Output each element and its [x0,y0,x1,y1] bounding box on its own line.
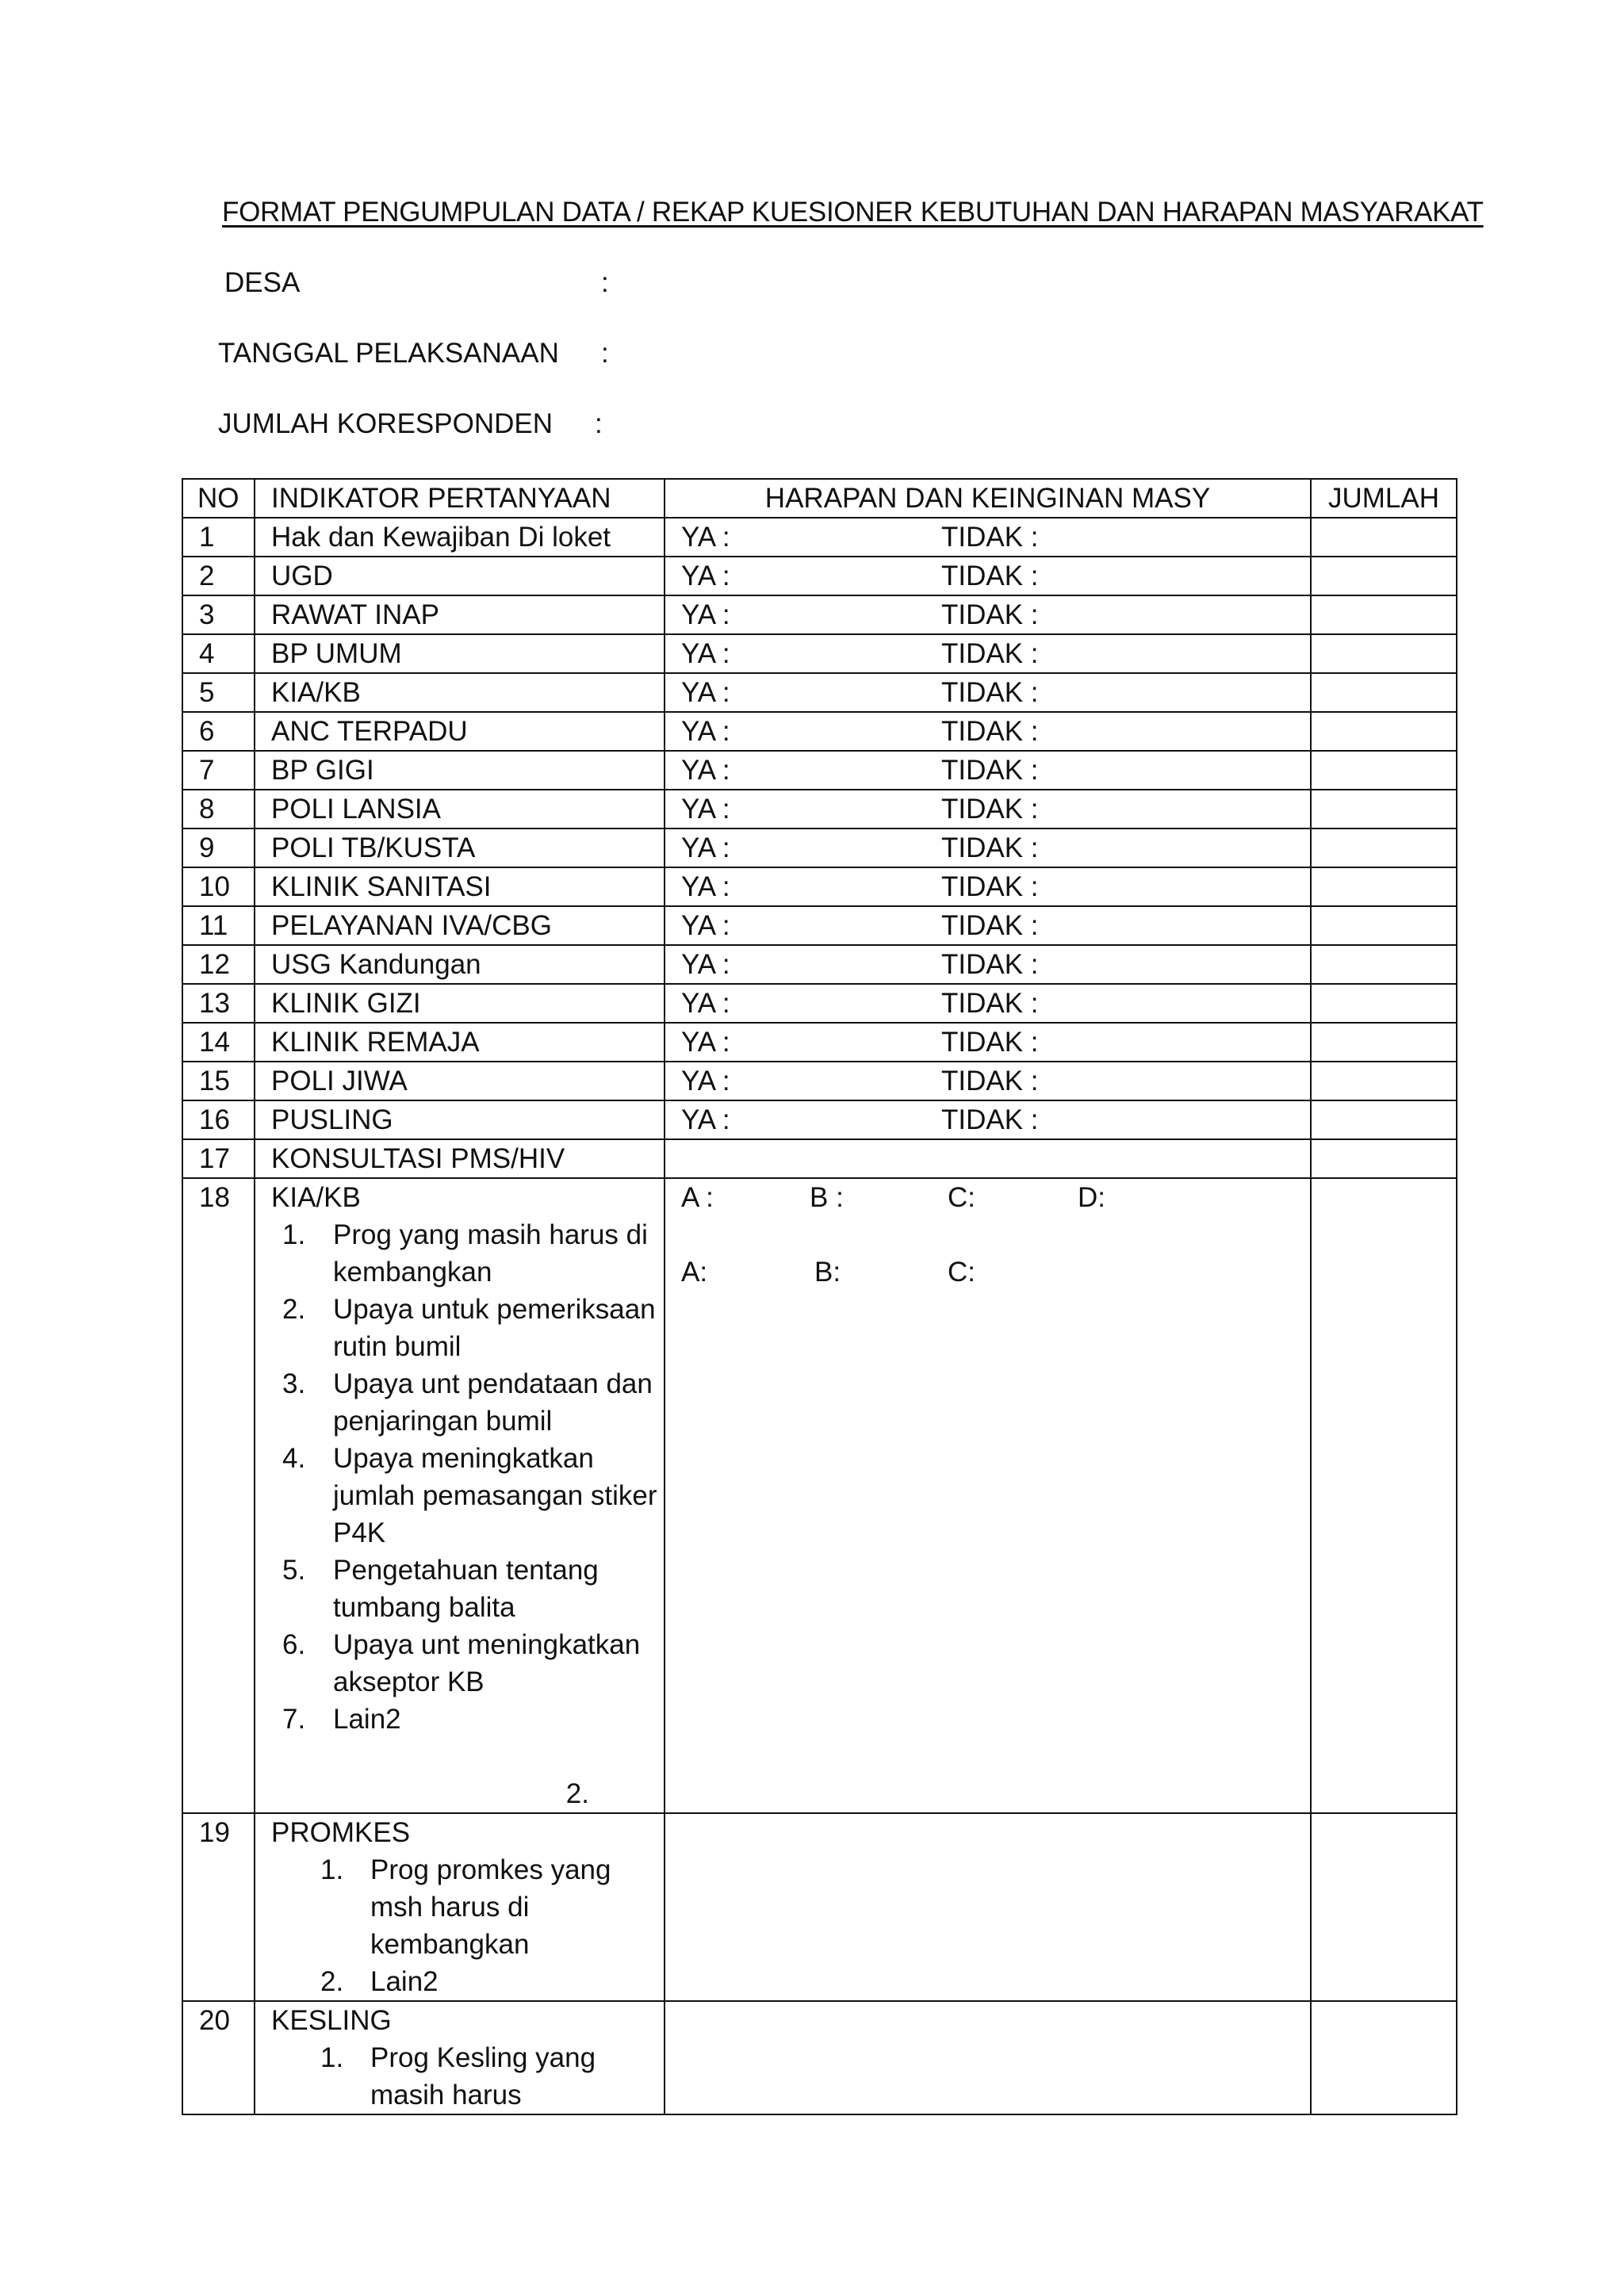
row-indicator: RAWAT INAP [255,595,665,634]
row-harapan-cell [665,751,1311,790]
row-jumlah-cell [1311,828,1457,867]
tidak-label: TIDAK : [941,716,1039,747]
table-row [182,1062,1457,1100]
row-jumlah-cell [1311,790,1457,828]
ya-label: YA : [681,638,730,669]
row-no: 1 [182,518,255,557]
row-jumlah-cell [1311,712,1457,751]
tidak-label: TIDAK : [941,988,1039,1019]
list-item-text: Upaya unt pendataan dan penjaringan bumil [333,1368,653,1437]
tidak-label: TIDAK : [941,1027,1039,1058]
row-harapan-cell [665,673,1311,712]
tidak-label: TIDAK : [941,910,1039,941]
table-row [182,1100,1457,1139]
list-item [271,1440,664,1552]
ya-label: YA : [681,1104,730,1135]
row-indicator: KESLING [271,2005,392,2036]
row-jumlah-cell [1311,945,1457,984]
row-no: 10 [182,867,255,906]
row-jumlah-cell [1311,673,1457,712]
options-line-1 [681,1179,1310,1216]
row-harapan-cell [665,2001,1311,2114]
row-indicator: KONSULTASI PMS/HIV [255,1139,665,1178]
row-jumlah-cell [1311,1062,1457,1100]
table-row [182,1139,1457,1178]
row-indicator: KLINIK REMAJA [255,1023,665,1062]
header-indikator: INDIKATOR PERTANYAAN [255,479,665,518]
ya-label: YA : [681,599,730,630]
row-jumlah-cell [1311,906,1457,945]
row-no: 19 [182,1813,255,2001]
table-header-row [182,479,1457,518]
list-item [271,1701,664,1738]
row-jumlah-cell [1311,1023,1457,1062]
row-jumlah-cell [1311,1813,1457,2001]
list-item [271,1552,664,1626]
tidak-label: TIDAK : [941,1066,1039,1096]
field-label: JUMLAH KORESPONDEN [218,408,553,439]
row-harapan-cell [665,984,1311,1023]
row-jumlah-cell [1311,2001,1457,2114]
row-harapan-cell [665,712,1311,751]
list-item-number: 6. [282,1629,306,1660]
row-harapan-cell [665,867,1311,906]
row-no: 18 [182,1178,255,1813]
row-no: 14 [182,1023,255,1062]
option-a: A : [681,1182,714,1213]
tidak-label: TIDAK : [941,638,1039,669]
list-item [271,2039,664,2114]
row-harapan-cell [665,595,1311,634]
list-item-text: Prog Kesling yang masih harus [370,2042,596,2110]
table-row [182,595,1457,634]
table-row [182,634,1457,673]
table-row [182,906,1457,945]
row-harapan-cell [665,1178,1311,1813]
row-jumlah-cell [1311,557,1457,595]
list-item [271,1626,664,1701]
field-colon: : [601,267,609,298]
row-indicator: POLI JIWA [255,1062,665,1100]
row-indicator-cell [255,2001,665,2114]
tidak-label: TIDAK : [941,871,1039,902]
field-jumlah-koresponden [218,408,603,440]
tidak-label: TIDAK : [941,755,1039,786]
table-row [182,673,1457,712]
row-jumlah-cell [1311,1139,1457,1178]
document-title: FORMAT PENGUMPULAN DATA / REKAP KUESIONER KEBUTUHAN DAN HARAPAN MASYARAKAT [222,197,1484,228]
option-b: B: [814,1257,841,1288]
row-harapan-cell [665,557,1311,595]
table-row [182,1178,1457,1813]
field-label: DESA [224,267,301,298]
row-no: 11 [182,906,255,945]
ya-label: YA : [681,794,730,825]
table-row [182,1023,1457,1062]
header-no: NO [182,479,255,518]
extra-number: 2. [565,1778,589,1809]
list-item-number: 1. [320,1854,344,1885]
table-row [182,518,1457,557]
list-item-text: Lain2 [370,1966,439,1997]
list-item-number: 4. [282,1443,306,1474]
row-harapan-cell [665,945,1311,984]
ya-label: YA : [681,677,730,708]
subitem-list [271,1851,664,2000]
tidak-label: TIDAK : [941,1104,1039,1135]
row-no: 12 [182,945,255,984]
ya-label: YA : [681,910,730,941]
table-row [182,828,1457,867]
row-harapan-cell [665,1023,1311,1062]
row-indicator: KIA/KB [255,673,665,712]
row-jumlah-cell [1311,595,1457,634]
list-item-text: Upaya untuk pemeriksaan rutin bumil [333,1294,656,1362]
row-indicator: PELAYANAN IVA/CBG [255,906,665,945]
row-harapan-cell [665,906,1311,945]
row-harapan-cell [665,1062,1311,1100]
row-jumlah-cell [1311,751,1457,790]
row-indicator: ANC TERPADU [255,712,665,751]
option-c: C: [948,1182,975,1213]
row-indicator: PUSLING [255,1100,665,1139]
row-no: 20 [182,2001,255,2114]
list-item-text: Prog yang masih harus di kembangkan [333,1219,648,1288]
tidak-label: TIDAK : [941,599,1039,630]
row-no: 5 [182,673,255,712]
list-item [271,1851,664,1963]
ya-label: YA : [681,988,730,1019]
row-jumlah-cell [1311,984,1457,1023]
subitem-list [271,1216,664,1738]
tidak-label: TIDAK : [941,949,1039,980]
field-tanggal-pelaksanaan [218,338,609,369]
subitem-list [271,2039,664,2114]
list-item-text: Upaya meningkatkan jumlah pemasangan stiker P4K [333,1443,657,1548]
row-indicator: Hak dan Kewajiban Di loket [255,518,665,557]
row-indicator: BP UMUM [255,634,665,673]
row-jumlah-cell [1311,1178,1457,1813]
row-harapan-cell [665,828,1311,867]
option-c: C: [948,1257,975,1288]
row-harapan-cell [665,1139,1311,1178]
tidak-label: TIDAK : [941,522,1039,553]
list-item-text: Prog promkes yang msh harus di kembangkan [370,1854,611,1960]
header-jumlah: JUMLAH [1311,479,1457,518]
ya-label: YA : [681,832,730,863]
table-row [182,790,1457,828]
field-colon: : [595,408,603,439]
row-no: 16 [182,1100,255,1139]
list-item-text: Upaya unt meningkatkan akseptor KB [333,1629,641,1697]
list-item-number: 2. [282,1294,306,1325]
list-item [271,1216,664,1291]
ya-label: YA : [681,561,730,591]
field-colon: : [601,338,609,369]
list-item-number: 5. [282,1555,306,1586]
row-harapan-cell [665,1100,1311,1139]
list-item-text: Pengetahuan tentang tumbang balita [333,1555,599,1623]
row-no: 4 [182,634,255,673]
ya-label: YA : [681,1066,730,1096]
list-item-number: 7. [282,1704,306,1735]
table-row [182,984,1457,1023]
options-line-2 [681,1253,1310,1291]
ya-label: YA : [681,1027,730,1058]
option-d: D: [1078,1182,1105,1213]
row-indicator-cell [255,1813,665,2001]
row-no: 17 [182,1139,255,1178]
tidak-label: TIDAK : [941,561,1039,591]
row-no: 8 [182,790,255,828]
row-indicator: USG Kandungan [255,945,665,984]
row-no: 7 [182,751,255,790]
row-jumlah-cell [1311,867,1457,906]
row-no: 13 [182,984,255,1023]
row-indicator: POLI LANSIA [255,790,665,828]
tidak-label: TIDAK : [941,794,1039,825]
row-indicator: UGD [255,557,665,595]
row-no: 2 [182,557,255,595]
list-item-number: 1. [320,2042,344,2073]
header-harapan: HARAPAN DAN KEINGINAN MASY [665,479,1311,518]
table-row [182,557,1457,595]
row-jumlah-cell [1311,518,1457,557]
row-jumlah-cell [1311,1100,1457,1139]
option-b: B : [810,1182,844,1213]
row-indicator-cell [255,1178,665,1813]
list-item [271,1365,664,1440]
list-item [271,1291,664,1365]
row-harapan-cell [665,518,1311,557]
table-row [182,2001,1457,2114]
field-label: TANGGAL PELAKSANAAN [218,338,559,369]
table-row [182,712,1457,751]
row-harapan-cell [665,1813,1311,2001]
row-no: 15 [182,1062,255,1100]
row-indicator: PROMKES [271,1817,411,1848]
row-indicator: BP GIGI [255,751,665,790]
row-indicator: KIA/KB [271,1182,361,1213]
row-harapan-cell [665,790,1311,828]
row-indicator: POLI TB/KUSTA [255,828,665,867]
option-a: A: [681,1257,708,1288]
row-jumlah-cell [1311,634,1457,673]
ya-label: YA : [681,949,730,980]
row-no: 6 [182,712,255,751]
list-item-number: 2. [320,1966,344,1997]
list-item-number: 1. [282,1219,306,1250]
table-row [182,867,1457,906]
tidak-label: TIDAK : [941,832,1039,863]
rekap-table [182,478,1457,2115]
row-no: 3 [182,595,255,634]
field-desa [224,267,609,299]
row-indicator: KLINIK SANITASI [255,867,665,906]
table-row [182,1813,1457,2001]
row-indicator: KLINIK GIZI [255,984,665,1023]
table-row [182,945,1457,984]
row-harapan-cell [665,634,1311,673]
row-no: 9 [182,828,255,867]
ya-label: YA : [681,755,730,786]
ya-label: YA : [681,522,730,553]
list-item-text: Lain2 [333,1704,401,1735]
ya-label: YA : [681,871,730,902]
list-item [271,1963,664,2000]
list-item-number: 3. [282,1368,306,1399]
tidak-label: TIDAK : [941,677,1039,708]
ya-label: YA : [681,716,730,747]
table-row [182,751,1457,790]
